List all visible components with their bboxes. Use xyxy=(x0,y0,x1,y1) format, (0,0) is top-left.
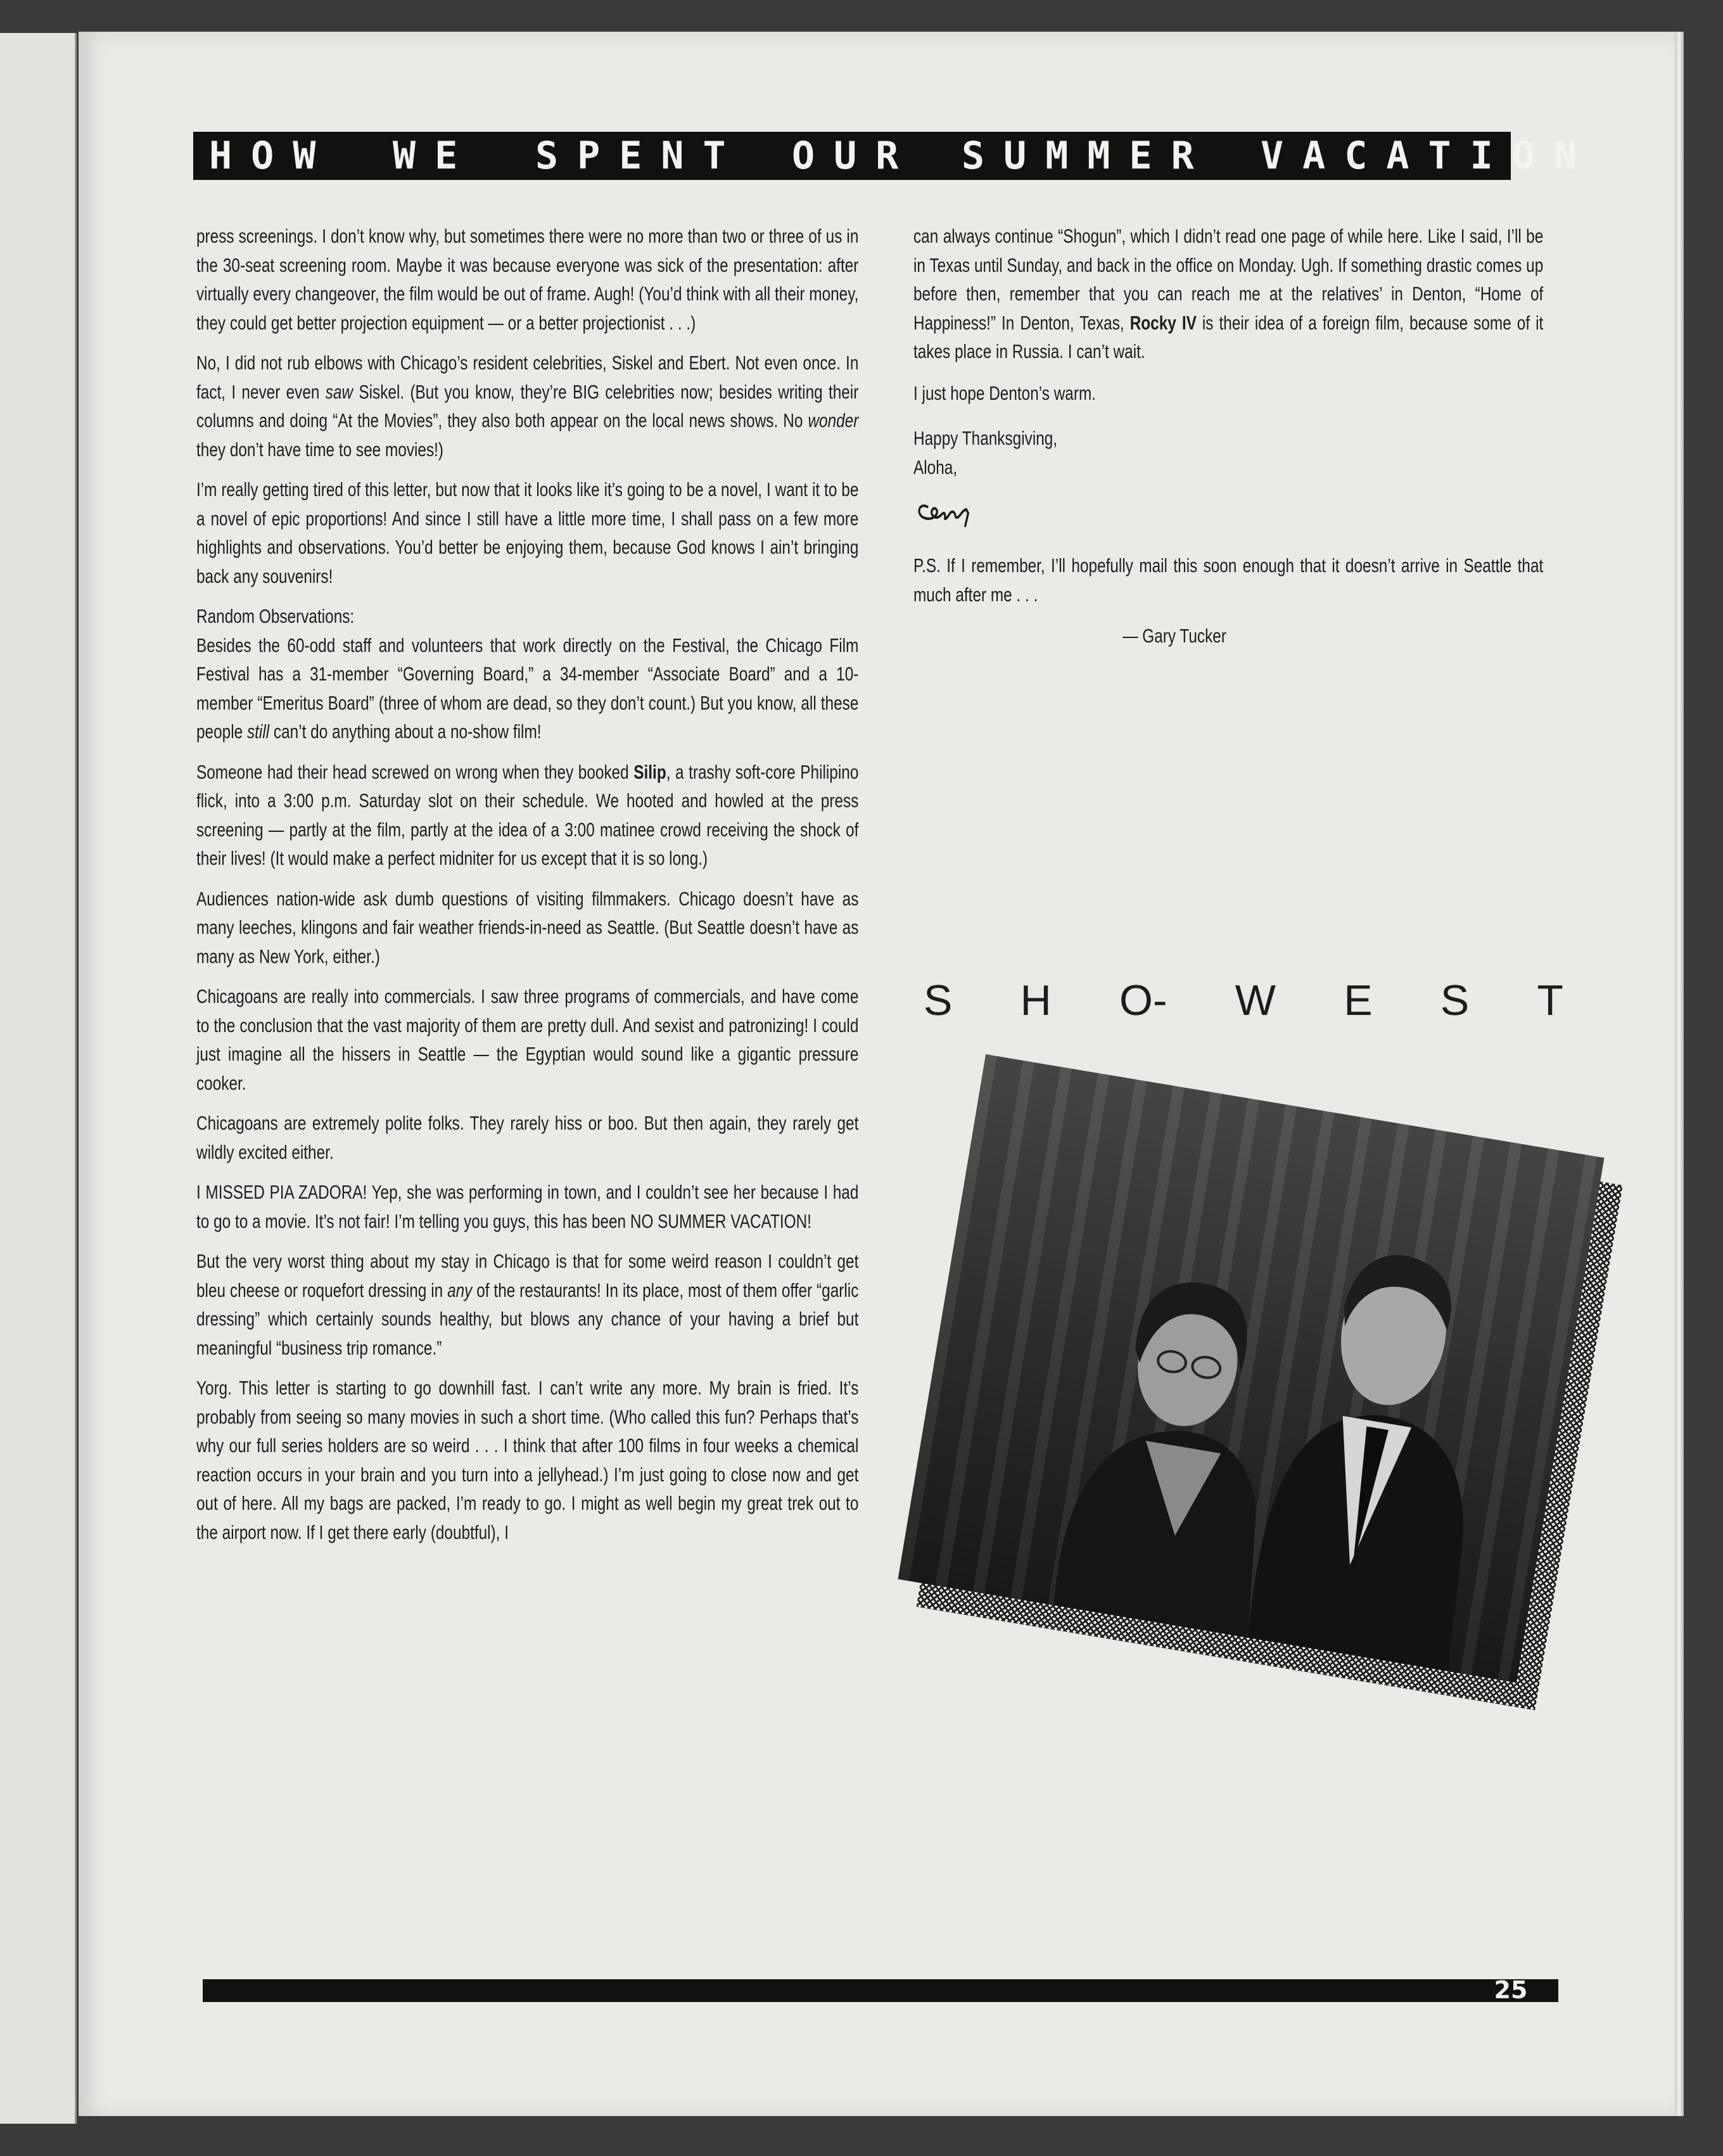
bold-text: Rocky IV xyxy=(1129,311,1197,334)
paragraph xyxy=(196,1109,858,1166)
paragraph xyxy=(196,475,858,590)
postscript: P.S. If I remember, I’ll hopefully mail this soon enough that it doesn’t arrive in Seattle that much after me . . . xyxy=(913,554,1544,606)
signature-scribble xyxy=(913,488,983,539)
heading-letter: E xyxy=(1344,976,1373,1024)
heading-letter: H xyxy=(1020,976,1052,1024)
paragraph xyxy=(913,222,1543,366)
header-word: WE xyxy=(393,134,477,178)
byline: — Gary Tucker xyxy=(1122,625,1226,647)
text-run: is their idea of a foreign film, because some of it takes place in Russia. I can’t wait. xyxy=(913,311,1544,362)
paragraph xyxy=(913,379,1543,408)
heading-letter: W xyxy=(1235,976,1276,1024)
paragraph xyxy=(196,222,858,337)
paragraph xyxy=(196,884,858,971)
text-run: Random Observations: xyxy=(196,605,355,627)
facing-page-edge xyxy=(0,33,77,2124)
photograph xyxy=(898,1054,1604,1683)
paragraph xyxy=(196,982,858,1097)
paragraph xyxy=(196,1374,858,1547)
page-edge xyxy=(1675,32,1684,2116)
paragraph xyxy=(196,348,858,464)
paragraph xyxy=(196,602,858,746)
header-word: SUMMER xyxy=(962,134,1213,178)
footer-bar xyxy=(203,1979,1558,2002)
signature xyxy=(913,488,1543,539)
heading-letter: O- xyxy=(1119,976,1167,1024)
photo-block xyxy=(898,1054,1604,1683)
italic-text: still xyxy=(246,720,270,743)
italic-text: any xyxy=(447,1279,473,1301)
text-run: Audiences nation-wide ask dumb questions of visiting filmmakers. Chicago doesn’t have as many leeches, klingons and fair weather friends-in-need as Seattle. (But Seattle doesn’t have as many as New York, either.) xyxy=(196,887,859,967)
text-run: I MISSED PIA ZADORA! Yep, she was performing in town, and I couldn’t see her because I had to go to a movie. It’s not fair! I’m telling you guys, this has been NO SUMMER VACATION! xyxy=(196,1181,859,1232)
closing-line: Happy Thanksgiving, xyxy=(913,427,1058,449)
text-run: Siskel. (But you know, they’re BIG celebrities now; besides writing their columns and doing “At the Movies”, they also both appear on the local news shows. No xyxy=(196,380,859,431)
italic-text: wonder xyxy=(808,409,859,431)
text-run: Besides the 60-odd staff and volunteers that work directly on the Festival, the Chicago Film Festival has a 31-member “Governing Board,” a 34-member “Associate Board” and a 10-member “Emeritus Board” (three of whom are dead, so they don’t count.) But you know, all these people xyxy=(196,634,859,743)
header-word: HOW xyxy=(209,134,335,178)
photo-people-illustration xyxy=(898,1054,1604,1683)
sho-west-heading xyxy=(924,976,1563,1033)
right-paragraphs xyxy=(913,222,1543,407)
text-run: But the very worst thing about my stay in Chicago is that for some weird reason I couldn’t get bleu cheese or roquefort dressing in xyxy=(196,1250,859,1301)
heading-letter: S xyxy=(924,976,953,1024)
paragraph xyxy=(196,758,858,873)
header-word: SPENT xyxy=(535,134,745,178)
text-run: No, I did not rub elbows with Chicago’s resident celebrities, Siskel and Ebert. Not even once. In fact, I never even xyxy=(196,352,859,403)
text-run: I just hope Denton’s warm. xyxy=(913,381,1097,404)
header-word: VACATION xyxy=(1261,134,1596,178)
text-run: Someone had their head screwed on wrong when they booked xyxy=(196,760,634,783)
paragraph xyxy=(196,1178,858,1235)
text-run: Chicagoans are really into commercials. I saw three programs of commercials, and have come to the conclusion that the vast majority of them are pretty dull. And sexist and patronizing! I could just imagine all the hissers in Seattle — the Egyptian would sound like a gigantic pressure cooker. xyxy=(196,985,859,1094)
text-run: can’t do anything about a no-show film! xyxy=(269,720,542,743)
text-run: press screenings. I don’t know why, but sometimes there were no more than two or three of us in the 30-seat screening room. Maybe it was because everyone was sick of the presentation: after virtually every changeover, the film would be out of frame. Augh! (You’d think with all their money, they could get better projection equipment — or a better projectionist . . .) xyxy=(196,225,859,334)
right-text-column xyxy=(913,222,1543,663)
text-run: Yorg. This letter is starting to go downhill fast. I can’t write any more. My brain is fried. It’s probably from seeing so many movies in such a short time. (Who called this fun? Perhaps that’s why our full series holders are so weird . . . I think that after 100 films in four weeks a chemical reaction occurs in your brain and you turn into a jellyhead.) I’m just going to close now and get out of here. All my bags are packed, I’m ready to go. I might as well begin my great trek out to the airport now. If I get there early (doubtful), I xyxy=(196,1377,859,1543)
page-number: 25 xyxy=(1494,1976,1528,2004)
heading-letter: S xyxy=(1440,976,1470,1024)
text-run: of the restaurants! In its place, most of them offer “garlic dressing” which certainly sounds healthy, but blows any chance of your having a brief but meaningful “business trip romance.” xyxy=(196,1279,859,1359)
left-paragraphs xyxy=(196,222,858,1547)
italic-text: saw xyxy=(325,380,353,403)
text-run: , a trashy soft-core Philipino flick, into a 3:00 p.m. Saturday slot on their schedule. We hooted and howled at the press screening — partly at the film, partly at the idea of a 3:00 matinee crowd receiving the shock of their lives! (It would make a perfect midniter for us except that it is so long.) xyxy=(196,760,859,869)
bold-text: Silip xyxy=(633,760,666,783)
heading-letter: T xyxy=(1537,976,1563,1024)
text-run: they don’t have time to see movies!) xyxy=(196,438,444,461)
paragraph xyxy=(196,1247,858,1362)
text-run: can always continue “Shogun”, which I didn’t read one page of while here. Like I said, I’ll be in Texas until Sunday, and back in the office on Monday. Ugh. If something drastic comes up before then, remember that you can reach me at the relatives’ in Denton, “Home of Happiness!” In Denton, Texas, xyxy=(913,225,1544,334)
text-run: Chicagoans are extremely polite folks. They rarely hiss or boo. But then again, they rarely get wildly excited either. xyxy=(196,1112,859,1163)
left-text-column xyxy=(196,222,858,1558)
closing-line: Aloha, xyxy=(913,456,958,478)
text-run: I’m really getting tired of this letter, but now that it looks like it’s going to be a novel, I want it to be a novel of epic proportions! And since I still have a little more time, I shall pass on a few more highlights and observations. You’d better be enjoying them, because God knows I ain’t bringing back any souvenirs! xyxy=(196,478,859,587)
header-word: OUR xyxy=(792,134,918,178)
